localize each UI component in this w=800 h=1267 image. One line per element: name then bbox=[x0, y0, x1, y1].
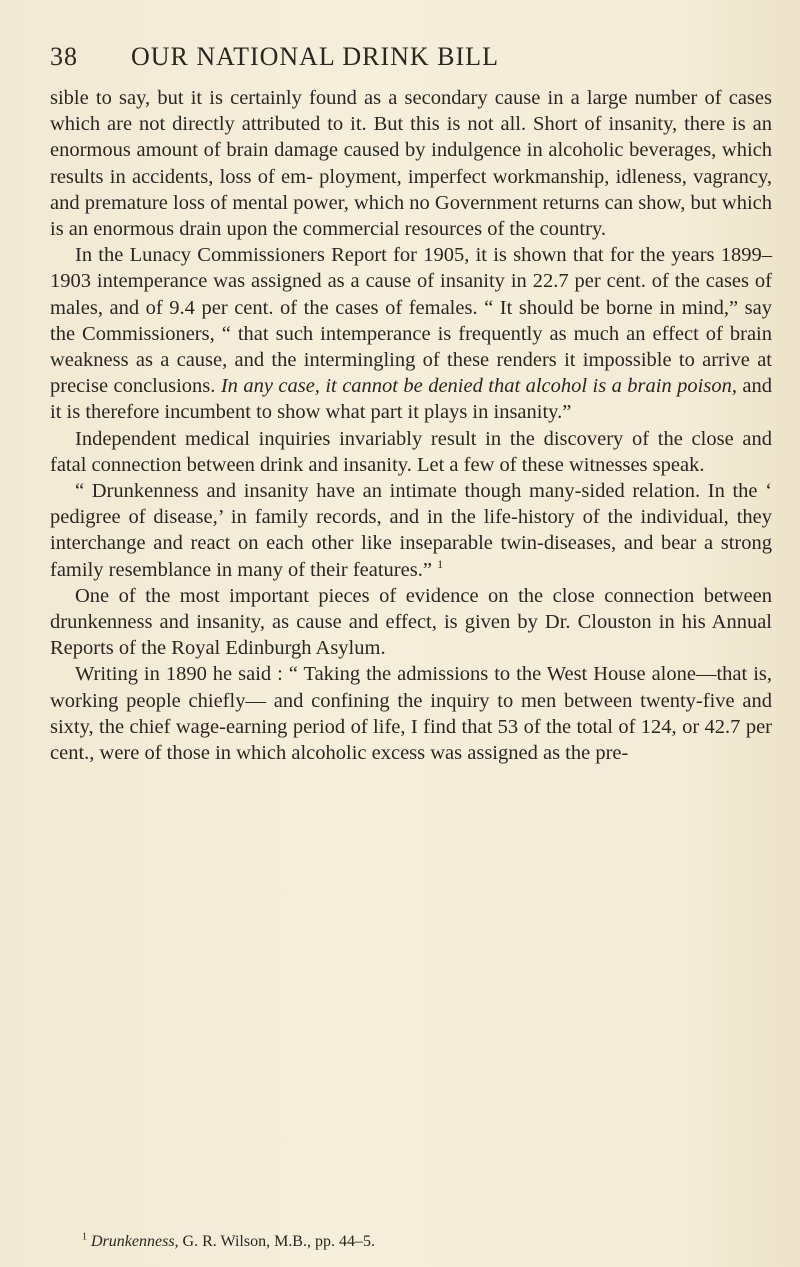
paragraph-1: sible to say, but it is certainly found as a secondary cause in a large number of cases which are not directly attributed to it. But this is not all. Short of insanity, there is an enormous amount of brain damage caused by indulgence in alcoholic beverages, which results in accidents, loss of em- ployment, imperfect workmanship, idleness, vagrancy, and premature loss of mental power, which no Government returns can show, but which is an enormous drain upon the commercial resources of the country. bbox=[50, 87, 772, 241]
paragraph-2-end: and it is therefore incumbent to show what part it plays in insanity.” bbox=[50, 375, 773, 424]
running-title: OUR NATIONAL DRINK BILL bbox=[131, 42, 499, 71]
paragraph-6: Writing in 1890 he said : “ Taking the admissions to the West House alone—that is, working people chiefly— and confining the inquiry to men between twenty-five and sixty, the chief wage-earning period of life, I find that 53 of the total of 124, or 42.7 per cent., were of those in which alcoholic excess was assigned as the pre- bbox=[50, 663, 772, 765]
paragraph-4-text: “ Drunkenness and insanity have an intimate though many-sided relation. In the ‘ pedigree of disease,’ in family records, and in the life-history of the individual, they interchange and react on each other like inseparable twin-diseases, and bear a strong family resemblance in many of their features.” bbox=[50, 480, 772, 581]
paragraph-2-italic: In any case, it cannot be denied that alcohol is a brain poison, bbox=[220, 375, 737, 398]
footnote-title: Drunkenness, bbox=[91, 1233, 179, 1250]
paragraph-3: Independent medical inquiries invariably result in the discovery of the close and fatal connection between drink and insanity. Let a few of these witnesses speak. bbox=[50, 427, 772, 476]
paragraph-2-text: In the Lunacy Commissioners Report for 1905, it is shown that for the years 1899–1903 intemperance was assigned as a cause of insanity in 22.7 per cent. of the cases of males, and of 9.4 per cent. of the cases of females. “ It should be borne in mind,” say the Commissioners, “ that such intemperance is frequently as much an effect of brain weakness as a cause, and the intermingling of these renders it impossible to arrive at precise conclusions. bbox=[50, 244, 772, 398]
footnote-reference: 1 bbox=[437, 556, 444, 571]
paragraph-4 bbox=[50, 478, 772, 583]
body-text bbox=[50, 85, 772, 766]
paragraph-5: One of the most important pieces of evidence on the close connection between drunkenness and insanity, as cause and effect, is given by Dr. Clouston in his Annual Reports of the Royal Edinburgh Asylum. bbox=[50, 584, 772, 660]
paragraph-2 bbox=[50, 242, 772, 425]
footnote-marker: 1 bbox=[82, 1231, 87, 1243]
running-header bbox=[50, 42, 770, 82]
footnote bbox=[82, 1232, 782, 1252]
footnote-citation: G. R. Wilson, M.B., pp. 44–5. bbox=[178, 1233, 375, 1250]
page-number: 38 bbox=[50, 42, 78, 71]
